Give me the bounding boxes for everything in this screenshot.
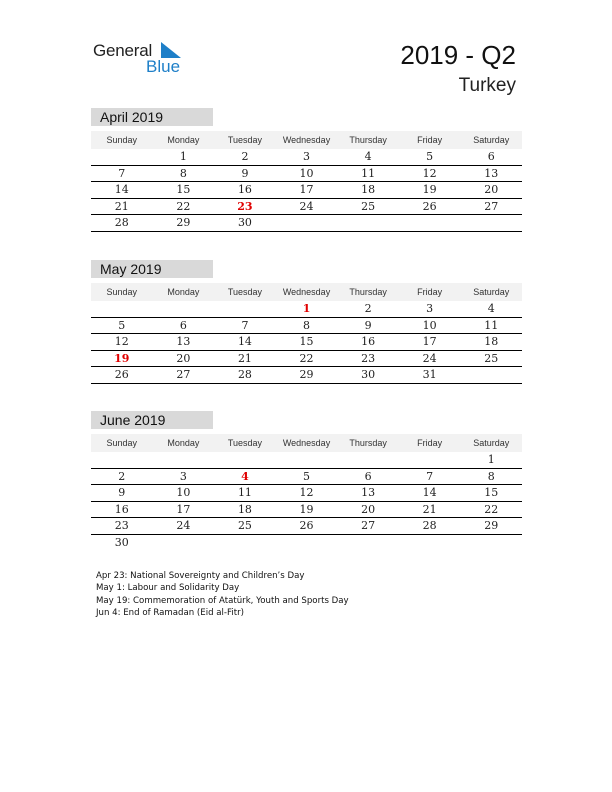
day-cell: 2 — [118, 469, 126, 483]
holiday-day-cell: 1 — [302, 302, 311, 315]
weekday-header-row — [91, 434, 522, 452]
weekday-header-row — [91, 283, 522, 301]
week-row — [91, 182, 522, 199]
day-cell: 29 — [176, 216, 191, 229]
day-cell: 9 — [364, 318, 372, 332]
day-cell: 16 — [114, 502, 129, 516]
weekday-label: Thursday — [349, 287, 387, 297]
day-cell: 12 — [299, 486, 314, 499]
weekday-label: Monday — [167, 438, 200, 448]
day-cell: 23 — [114, 519, 129, 532]
empty-day-cell — [337, 215, 399, 231]
month-label: April 2019 — [91, 108, 213, 126]
empty-day-cell — [153, 452, 215, 468]
day-cell: 27 — [176, 368, 191, 381]
month-april — [91, 108, 522, 232]
day-cell: 17 — [422, 335, 437, 348]
day-cell: 5 — [426, 150, 434, 163]
day-cell: 14 — [422, 486, 437, 499]
day-cell: 10 — [422, 318, 437, 332]
holiday-day-cell: 4 — [241, 469, 249, 483]
day-cell: 13 — [484, 166, 499, 180]
day-cell: 8 — [179, 166, 187, 180]
day-cell: 20 — [361, 502, 376, 516]
week-row — [91, 149, 522, 166]
day-cell: 25 — [484, 351, 499, 365]
week-row — [91, 199, 522, 216]
holiday-notes — [96, 570, 349, 620]
day-cell: 5 — [118, 318, 126, 332]
weekday-label: Saturday — [473, 135, 510, 145]
day-cell: 6 — [487, 150, 495, 163]
day-cell: 12 — [114, 335, 129, 348]
logo-text-blue: Blue — [146, 57, 181, 76]
week-row — [91, 518, 522, 535]
weekday-label: Sunday — [106, 135, 138, 145]
day-cell: 24 — [176, 519, 191, 532]
weekday-header-row — [91, 131, 522, 149]
day-cell: 7 — [118, 166, 126, 180]
day-cell: 28 — [114, 216, 129, 229]
day-cell: 26 — [422, 199, 437, 213]
day-cell: 6 — [179, 318, 187, 332]
month-label: June 2019 — [91, 411, 213, 429]
weekday-label: Thursday — [349, 135, 387, 145]
day-cell: 18 — [237, 502, 252, 516]
day-cell: 3 — [426, 302, 434, 315]
empty-day-cell — [214, 301, 276, 317]
week-row — [91, 452, 522, 469]
weekday-label: Sunday — [106, 438, 138, 448]
day-cell: 15 — [484, 486, 499, 499]
logo-text-general: General — [93, 41, 153, 60]
weekday-label: Wednesday — [282, 287, 331, 297]
week-row — [91, 367, 522, 384]
empty-day-cell — [460, 367, 522, 383]
weekday-label: Friday — [417, 287, 443, 297]
day-cell: 15 — [176, 183, 191, 196]
holiday-day-cell: 23 — [237, 199, 253, 213]
day-cell: 21 — [237, 351, 252, 365]
empty-day-cell — [91, 149, 153, 165]
weekday-label: Wednesday — [282, 135, 331, 145]
day-cell: 16 — [361, 335, 376, 348]
day-cell: 24 — [422, 351, 437, 365]
weekday-label: Thursday — [349, 438, 387, 448]
month-label: May 2019 — [91, 260, 213, 278]
day-cell: 30 — [114, 535, 129, 549]
day-cell: 22 — [176, 199, 191, 213]
empty-day-cell — [91, 452, 153, 468]
day-cell: 21 — [422, 502, 437, 516]
holiday-day-cell: 19 — [114, 351, 130, 365]
logo-triangle-icon — [161, 42, 183, 58]
day-cell: 29 — [299, 368, 314, 381]
month-june — [91, 411, 522, 550]
week-row — [91, 535, 522, 551]
day-cell: 30 — [361, 368, 376, 381]
day-cell: 3 — [303, 150, 311, 163]
weekday-label: Saturday — [473, 438, 510, 448]
country-name: Turkey — [458, 75, 516, 96]
day-cell: 2 — [241, 150, 249, 163]
empty-day-cell — [337, 452, 399, 468]
day-cell: 2 — [364, 302, 372, 315]
day-cell: 1 — [179, 150, 187, 163]
week-row — [91, 215, 522, 232]
empty-day-cell — [153, 535, 215, 551]
weekday-label: Tuesday — [227, 287, 263, 297]
empty-day-cell — [460, 535, 522, 551]
empty-day-cell — [214, 452, 276, 468]
empty-day-cell — [399, 215, 461, 231]
weekday-label: Sunday — [106, 287, 138, 297]
day-cell: 25 — [361, 199, 376, 213]
day-cell: 10 — [299, 166, 314, 180]
day-cell: 1 — [487, 453, 495, 466]
weekday-label: Wednesday — [282, 438, 331, 448]
day-cell: 8 — [303, 318, 311, 332]
week-row — [91, 166, 522, 183]
week-row — [91, 502, 522, 519]
day-cell: 8 — [487, 469, 495, 483]
day-cell: 9 — [241, 166, 249, 180]
weekday-label: Tuesday — [227, 438, 263, 448]
day-cell: 17 — [299, 183, 314, 196]
day-cell: 5 — [303, 469, 311, 483]
day-cell: 3 — [179, 469, 187, 483]
day-cell: 25 — [237, 519, 252, 532]
day-cell: 14 — [237, 335, 252, 348]
weekday-label: Friday — [417, 438, 443, 448]
day-cell: 7 — [426, 469, 434, 483]
day-cell: 13 — [176, 335, 191, 348]
day-cell: 24 — [299, 199, 314, 213]
quarter-title: 2019 - Q2 — [400, 40, 516, 70]
day-cell: 19 — [299, 502, 314, 516]
day-cell: 6 — [364, 469, 372, 483]
week-row — [91, 351, 522, 368]
day-cell: 20 — [176, 351, 191, 365]
day-cell: 18 — [361, 183, 376, 196]
week-row — [91, 469, 522, 486]
empty-day-cell — [276, 535, 338, 551]
day-cell: 4 — [364, 150, 372, 163]
weekday-label: Saturday — [473, 287, 510, 297]
month-may — [91, 260, 522, 384]
day-cell: 10 — [176, 486, 191, 499]
day-cell: 11 — [484, 318, 499, 332]
day-cell: 11 — [237, 486, 252, 499]
week-row — [91, 485, 522, 502]
empty-day-cell — [337, 535, 399, 551]
day-cell: 14 — [114, 183, 129, 196]
weekday-label: Tuesday — [227, 135, 263, 145]
day-cell: 18 — [484, 335, 499, 348]
empty-day-cell — [276, 452, 338, 468]
day-cell: 16 — [237, 183, 252, 196]
empty-day-cell — [460, 215, 522, 231]
week-row — [91, 301, 522, 318]
day-cell: 4 — [487, 302, 495, 315]
day-cell: 7 — [241, 318, 249, 332]
empty-day-cell — [214, 535, 276, 551]
day-cell: 26 — [299, 519, 314, 532]
day-cell: 9 — [118, 486, 126, 499]
week-row — [91, 318, 522, 335]
holiday-note: Jun 4: End of Ramadan (Eid al-Fitr) — [96, 608, 244, 619]
day-cell: 17 — [176, 502, 191, 516]
weekday-label: Monday — [167, 287, 200, 297]
holiday-note: Apr 23: National Sovereignty and Children’s Day — [96, 571, 305, 581]
holiday-note: May 19: Commemoration of Atatürk, Youth and Sports Day — [96, 595, 349, 606]
day-cell: 22 — [299, 351, 314, 365]
day-cell: 27 — [484, 199, 499, 213]
empty-day-cell — [91, 301, 153, 317]
day-cell: 12 — [422, 166, 437, 180]
holiday-note: May 1: Labour and Solidarity Day — [96, 583, 240, 594]
day-cell: 28 — [422, 519, 437, 532]
day-cell: 31 — [422, 368, 437, 381]
empty-day-cell — [276, 215, 338, 231]
day-cell: 19 — [422, 183, 437, 196]
day-cell: 26 — [114, 368, 129, 381]
day-cell: 11 — [361, 166, 376, 180]
day-cell: 29 — [484, 519, 499, 532]
empty-day-cell — [399, 535, 461, 551]
day-cell: 23 — [361, 351, 376, 365]
day-cell: 22 — [484, 502, 499, 516]
day-cell: 20 — [484, 183, 499, 196]
day-cell: 28 — [237, 368, 252, 381]
week-row — [91, 334, 522, 351]
weekday-label: Friday — [417, 135, 443, 145]
weekday-label: Monday — [167, 135, 200, 145]
day-cell: 21 — [114, 199, 129, 213]
day-cell: 30 — [237, 216, 252, 229]
empty-day-cell — [153, 301, 215, 317]
day-cell: 27 — [361, 519, 376, 532]
day-cell: 15 — [299, 335, 314, 348]
day-cell: 13 — [361, 486, 376, 499]
empty-day-cell — [399, 452, 461, 468]
